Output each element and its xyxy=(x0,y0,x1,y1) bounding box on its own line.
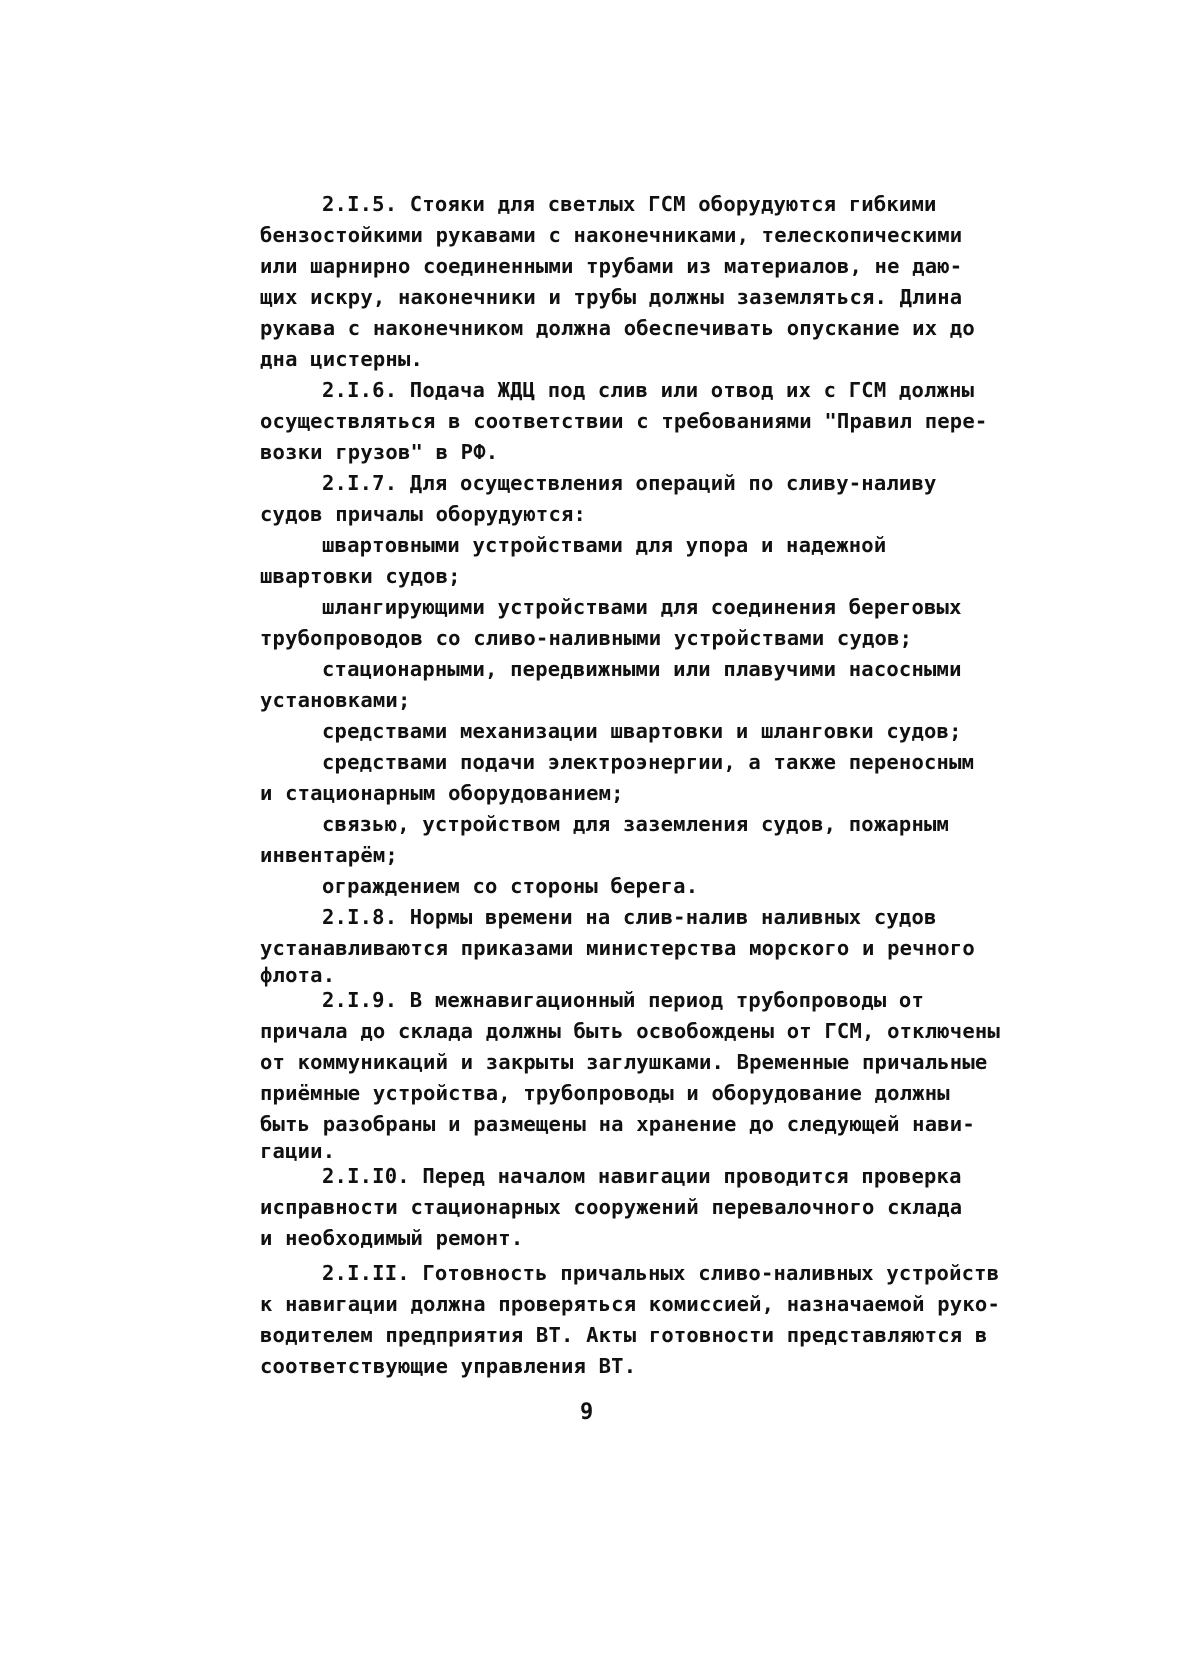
text-line: исправности стационарных сооружений перевалочного склада xyxy=(260,1195,963,1219)
text-line: от коммуникаций и закрыты заглушками. Временные причальные xyxy=(260,1050,988,1074)
text-line: возки грузов" в РФ. xyxy=(260,440,499,464)
text-line: дна цистерны. xyxy=(260,347,424,371)
text-line: шлангирующими устройствами для соединения береговых xyxy=(322,595,962,619)
text-line: рукава с наконечником должна обеспечивать опускание их до xyxy=(260,316,975,340)
text-line: установками; xyxy=(260,688,411,712)
text-line: швартовными устройствами для упора и надежной xyxy=(322,533,887,557)
text-line: 2.I.9. В межнавигационный период трубопроводы от xyxy=(322,988,925,1012)
text-line: 2.I.II. Готовность причальных сливо-наливных устройств xyxy=(322,1261,1000,1285)
text-line: быть разобраны и размещены на хранение до следующей нави- xyxy=(260,1112,975,1136)
text-line: флота. xyxy=(260,963,336,987)
text-line: средствами подачи электроэнергии, а также переносным xyxy=(322,750,975,774)
text-line: осуществляться в соответствии с требованиями "Правил пере- xyxy=(260,409,988,433)
text-line: судов причалы оборудуются: xyxy=(260,502,587,526)
text-line: и стационарным оборудованием; xyxy=(260,781,624,805)
text-line: устанавливаются приказами министерства морского и речного xyxy=(260,936,975,960)
page-number: 9 xyxy=(580,1400,594,1425)
text-line: 2.I.8. Нормы времени на слив-налив наливных судов xyxy=(322,905,937,929)
text-line: или шарнирно соединенными трубами из материалов, не даю- xyxy=(260,254,963,278)
text-line: стационарными, передвижными или плавучими насосными xyxy=(322,657,962,681)
text-line: к навигации должна проверяться комиссией, назначаемой руко- xyxy=(260,1292,1000,1316)
text-line: 2.I.5. Стояки для светлых ГСМ оборудуются гибкими xyxy=(322,192,937,216)
text-line: ограждением со стороны берега. xyxy=(322,874,699,898)
text-line: трубопроводов со сливо-наливными устройствами судов; xyxy=(260,626,913,650)
text-line: бензостойкими рукавами с наконечниками, телескопическими xyxy=(260,223,963,247)
text-line: инвентарём; xyxy=(260,843,398,867)
text-line: щих искру, наконечники и трубы должны заземляться. Длина xyxy=(260,285,963,309)
text-line: соответствующие управления ВТ. xyxy=(260,1354,637,1378)
text-line: причала до склада должны быть освобождены от ГСМ, отключены xyxy=(260,1019,1000,1043)
text-line: водителем предприятия ВТ. Акты готовности представляются в xyxy=(260,1323,988,1347)
text-line: 2.I.6. Подача ЖДЦ под слив или отвод их с ГСМ должны xyxy=(322,378,975,402)
text-line: приёмные устройства, трубопроводы и оборудование должны xyxy=(260,1081,950,1105)
text-line: 2.I.7. Для осуществления операций по сливу-наливу xyxy=(322,471,937,495)
text-line: швартовки судов; xyxy=(260,564,461,588)
text-line: 2.I.I0. Перед началом навигации проводится проверка xyxy=(322,1164,962,1188)
text-line: связью, устройством для заземления судов, пожарным xyxy=(322,812,950,836)
text-line: средствами механизации швартовки и шланговки судов; xyxy=(322,719,962,743)
text-line: и необходимый ремонт. xyxy=(260,1226,524,1250)
text-line: гации. xyxy=(260,1139,336,1163)
